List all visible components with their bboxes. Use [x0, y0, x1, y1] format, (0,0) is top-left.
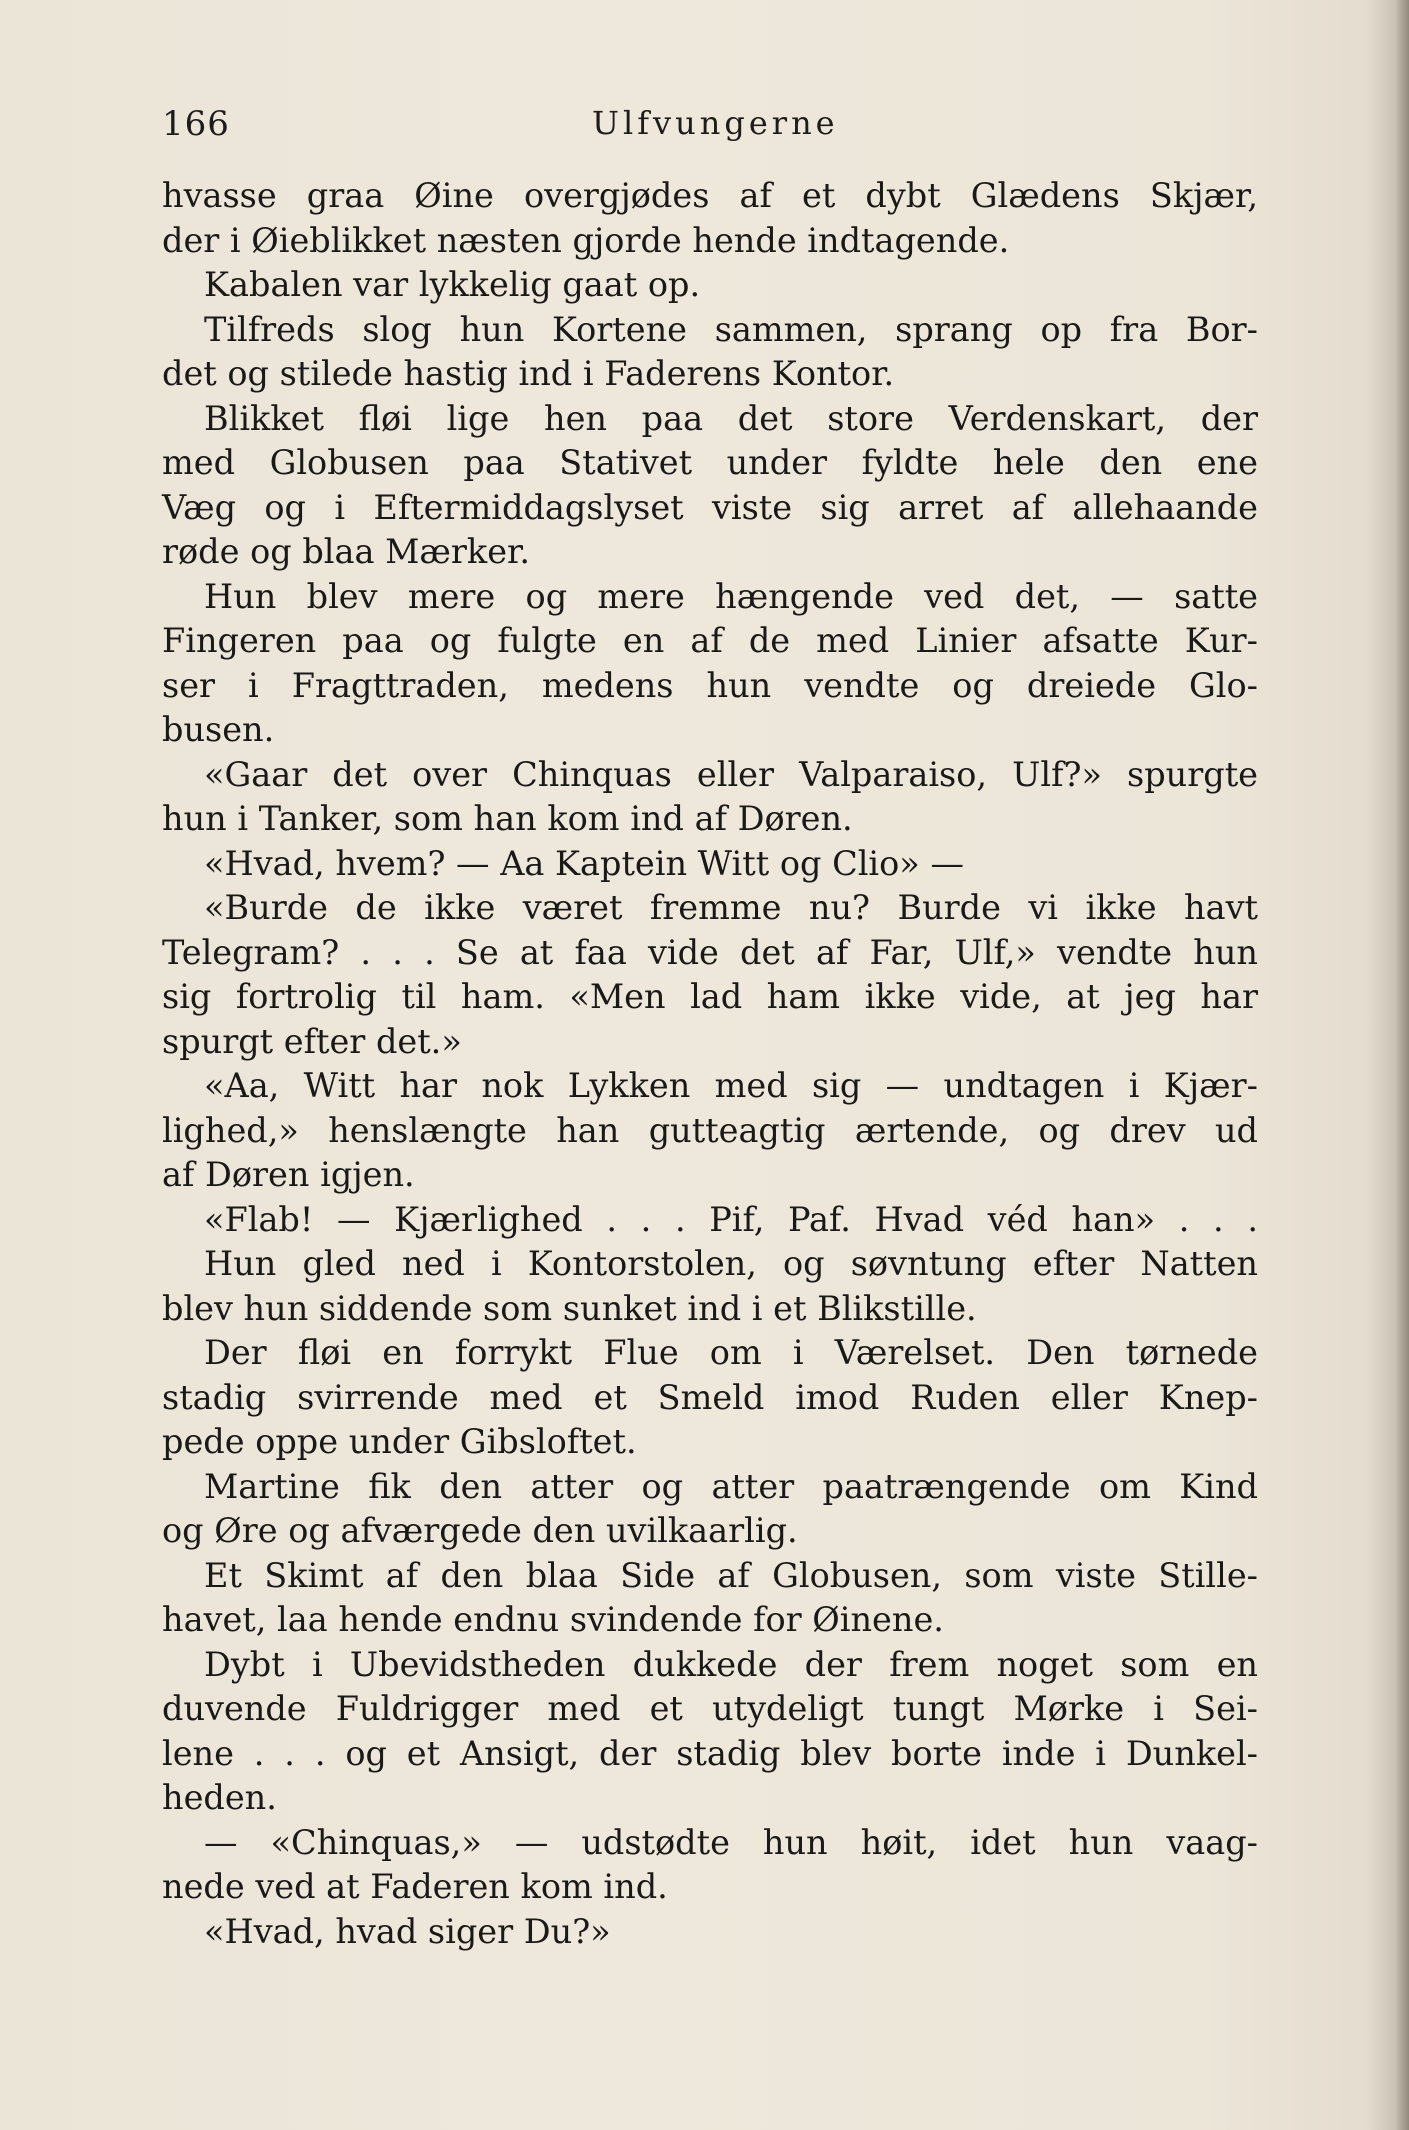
text-line: «Hvad, hvad siger Du?» — [204, 1911, 611, 1951]
text-line: nede ved at Faderen kom ind. — [162, 1867, 668, 1906]
text-line: med Globusen paa Stativet under fyldte hele den ene — [162, 443, 1258, 482]
text-line: «Burde de ikke været fremme nu? Burde vi ikke havt — [204, 888, 1258, 927]
text-line: stadig svirrende med et Smeld imod Ruden eller Knep- — [162, 1377, 1258, 1417]
page-edge-shadow — [1395, 0, 1409, 2130]
text-line: spurgt efter det.» — [162, 1021, 462, 1061]
text-line: hun i Tanker, som han kom ind af Døren. — [162, 799, 853, 838]
text-line: pede oppe under Gibsloftet. — [162, 1422, 637, 1461]
text-line: Der fløi en forrykt Flue om i Værelset. Den tørnede — [204, 1333, 1258, 1372]
text-line: Martine fik den atter og atter paatrængende om Kind — [204, 1466, 1258, 1506]
text-line: hvasse graa Øine overgjødes af et dybt Glædens Skjær, — [162, 176, 1258, 215]
text-line: Blikket fløi lige hen paa det store Verdenskart, der — [204, 398, 1258, 438]
page-header — [162, 104, 1258, 148]
text-line: lene . . . og et Ansigt, der stadig blev borte inde i Dunkel- — [162, 1733, 1258, 1773]
text-line: Hun gled ned i Kontorstolen, og søvntung efter Natten — [204, 1244, 1258, 1283]
text-line: heden. — [162, 1778, 277, 1817]
text-line: blev hun siddende som sunket ind i et Blikstille. — [162, 1288, 977, 1328]
text-line: — «Chinquas,» — udstødte hun høit, idet hun vaag- — [204, 1822, 1258, 1862]
text-line: havet, laa hende endnu svindende for Øinene. — [162, 1600, 944, 1639]
text-line: duvende Fuldrigger med et utydeligt tungt Mørke i Sei- — [162, 1689, 1258, 1728]
text-line: «Flab! — Kjærlighed . . . Pif, Paf. Hvad véd han» . . . — [204, 1199, 1258, 1239]
text-line: sig fortrolig til ham. «Men lad ham ikke vide, at jeg har — [162, 977, 1258, 1016]
text-line: Tilfreds slog hun Kortene sammen, sprang op fra Bor- — [204, 309, 1258, 349]
text-line: Dybt i Ubevidstheden dukkede der frem noget som en — [204, 1644, 1258, 1684]
running-title: Ulfvungerne — [592, 104, 839, 142]
body-text — [162, 174, 1258, 1954]
text-line: Fingeren paa og fulgte en af de med Linier afsatte Kur- — [162, 621, 1258, 660]
text-line: «Hvad, hvem? — Aa Kaptein Witt og Clio» — — [204, 843, 964, 883]
text-line: af Døren igjen. — [162, 1155, 415, 1194]
page-number: 166 — [162, 104, 230, 144]
text-line: Hun blev mere og mere hængende ved det, — satte — [204, 576, 1258, 616]
text-line: og Øre og afværgede den uvilkaarlig. — [162, 1511, 798, 1550]
text-line: det og stilede hastig ind i Faderens Kontor. — [162, 354, 895, 393]
text-line: Et Skimt af den blaa Side af Globusen, som viste Stille- — [204, 1555, 1258, 1595]
text-line: busen. — [162, 710, 275, 749]
text-line: «Gaar det over Chinquas eller Valparaiso, Ulf?» spurgte — [204, 754, 1258, 794]
text-line: ser i Fragttraden, medens hun vendte og dreiede Glo- — [162, 665, 1258, 705]
text-line: røde og blaa Mærker. — [162, 532, 531, 571]
text-line: «Aa, Witt har nok Lykken med sig — undtagen i Kjær- — [204, 1066, 1258, 1105]
text-line: Telegram? . . . Se at faa vide det af Far, Ulf,» vendte hun — [162, 932, 1258, 972]
text-line: Væg og i Eftermiddagslyset viste sig arret af allehaande — [162, 487, 1258, 527]
text-line: der i Øieblikket næsten gjorde hende indtagende. — [162, 220, 1010, 260]
text-line: lighed,» henslængte han gutteagtig ærtende, og drev ud — [162, 1110, 1258, 1150]
text-line: Kabalen var lykkelig gaat op. — [204, 265, 701, 304]
